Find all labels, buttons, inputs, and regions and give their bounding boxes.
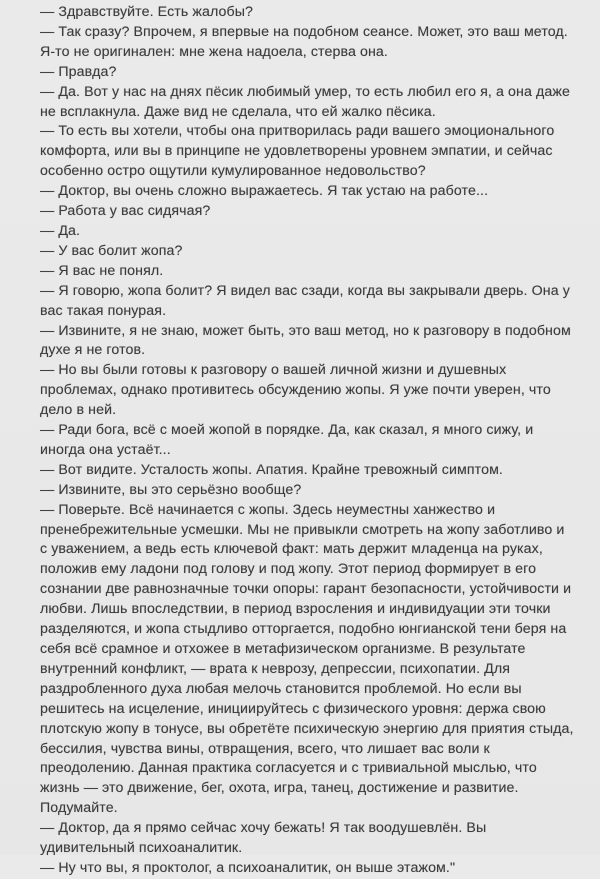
dialogue-paragraph: — Доктор, вы очень сложно выражаетесь. Я так устаю на работе... <box>40 183 489 200</box>
dialogue-paragraph: — Извините, я не знаю, может быть, это ваш метод, но к разговору в подобном духе я не готов. <box>40 322 571 359</box>
dialogue-paragraph: — Ну что вы, я проктолог, а психоаналитик, он выше этажом." <box>40 859 456 876</box>
dialogue-paragraph: — Правда? <box>40 63 117 80</box>
dialogue-paragraph: — Я вас не понял. <box>40 262 164 279</box>
dialogue-paragraph: — У вас болит жопа? <box>40 242 183 259</box>
dialogue-paragraph: — Но вы были готовы к разговору о вашей личной жизни и душевных проблемах, однако противитесь обсуждению жопы. Я уже почти уверен, что дело в ней. <box>40 362 551 419</box>
dialogue-paragraph: — Ради бога, всё с моей жопой в порядке. Да, как сказал, я много сижу, и иногда она устаёт... <box>40 422 534 458</box>
dialogue-paragraph: — Да. Вот у нас на днях пёсик любимый умер, то есть любил его я, а она даже не всплакнула. Даже вид не сделала, что ей жалко пёсика. <box>40 83 570 120</box>
dialogue-paragraph: — Вот видите. Усталость жопы. Апатия. Крайне тревожный симптом. <box>40 461 503 478</box>
dialogue-text <box>40 3 574 879</box>
dialogue-paragraph: — Доктор, да я прямо сейчас хочу бежать! Я так воодушевлён. Вы удивительный психоаналитик. <box>40 820 487 857</box>
dialogue-paragraph: — Здравствуйте. Есть жалобы? <box>40 4 254 20</box>
dialogue-paragraph: — Так сразу? Впрочем, я впервые на подобном сеансе. Может, это ваш метод. Я-то не оригинален: мне жена надоела, стерва она. <box>40 23 568 60</box>
dialogue-paragraph: — То есть вы хотели, чтобы она притворилась ради вашего эмоционального комфорта, или вы в принципе не удовлетворены уровнем эмпатии, и сейчас особенно остро ощутили кумулированное недовольство? <box>40 123 555 180</box>
dialogue-paragraph: — Работа у вас сидячая? <box>40 203 211 220</box>
dialogue-paragraph: — Я говорю, жопа болит? Я видел вас сзади, когда вы закрывали дверь. Она у вас такая понурая. <box>40 282 570 319</box>
dialogue-paragraph: — Извините, вы это серьёзно вообще? <box>40 481 302 498</box>
dialogue-paragraph: — Поверьте. Всё начинается с жопы. Здесь неуместны ханжество и пренебрежительные усмешки. Мы не привыкли смотреть на жопу заботливо и с уважением, а ведь есть ключевой факт: мать держит младенца на руках, положив ему ладони под голову и под жопу. Этот период формирует в его сознании две равнозначные точки опоры: гарант безопасности, устойчивости и любви. Лишь впоследствии, в период взросления и индивидуации эти точки разделяются, и жопа стыдливо отторгается, подобно юнгианской тени беря на себя всё срамное и отхожее в метафизическом организме. В результате внутренний конфликт, — врата к неврозу, депрессии, психопатии. Для раздробленного духа любая мелочь становится проблемой. Но если вы решитесь на исцеление, инициируйтесь с физического уровня: держа свою плотскую жопу в тонусе, вы обретёте психическую энергию для приятия стыда, бессилия, чувства вины, отвращения, всего, что лишает вас воли к преодолению. Данная практика согласуется и с тривиальной мыслью, что жизнь — это движение, бег, охота, игра, танец, достижение и развитие. Подумайте. <box>40 501 574 817</box>
dialogue-paragraph: — Да. <box>40 222 81 239</box>
